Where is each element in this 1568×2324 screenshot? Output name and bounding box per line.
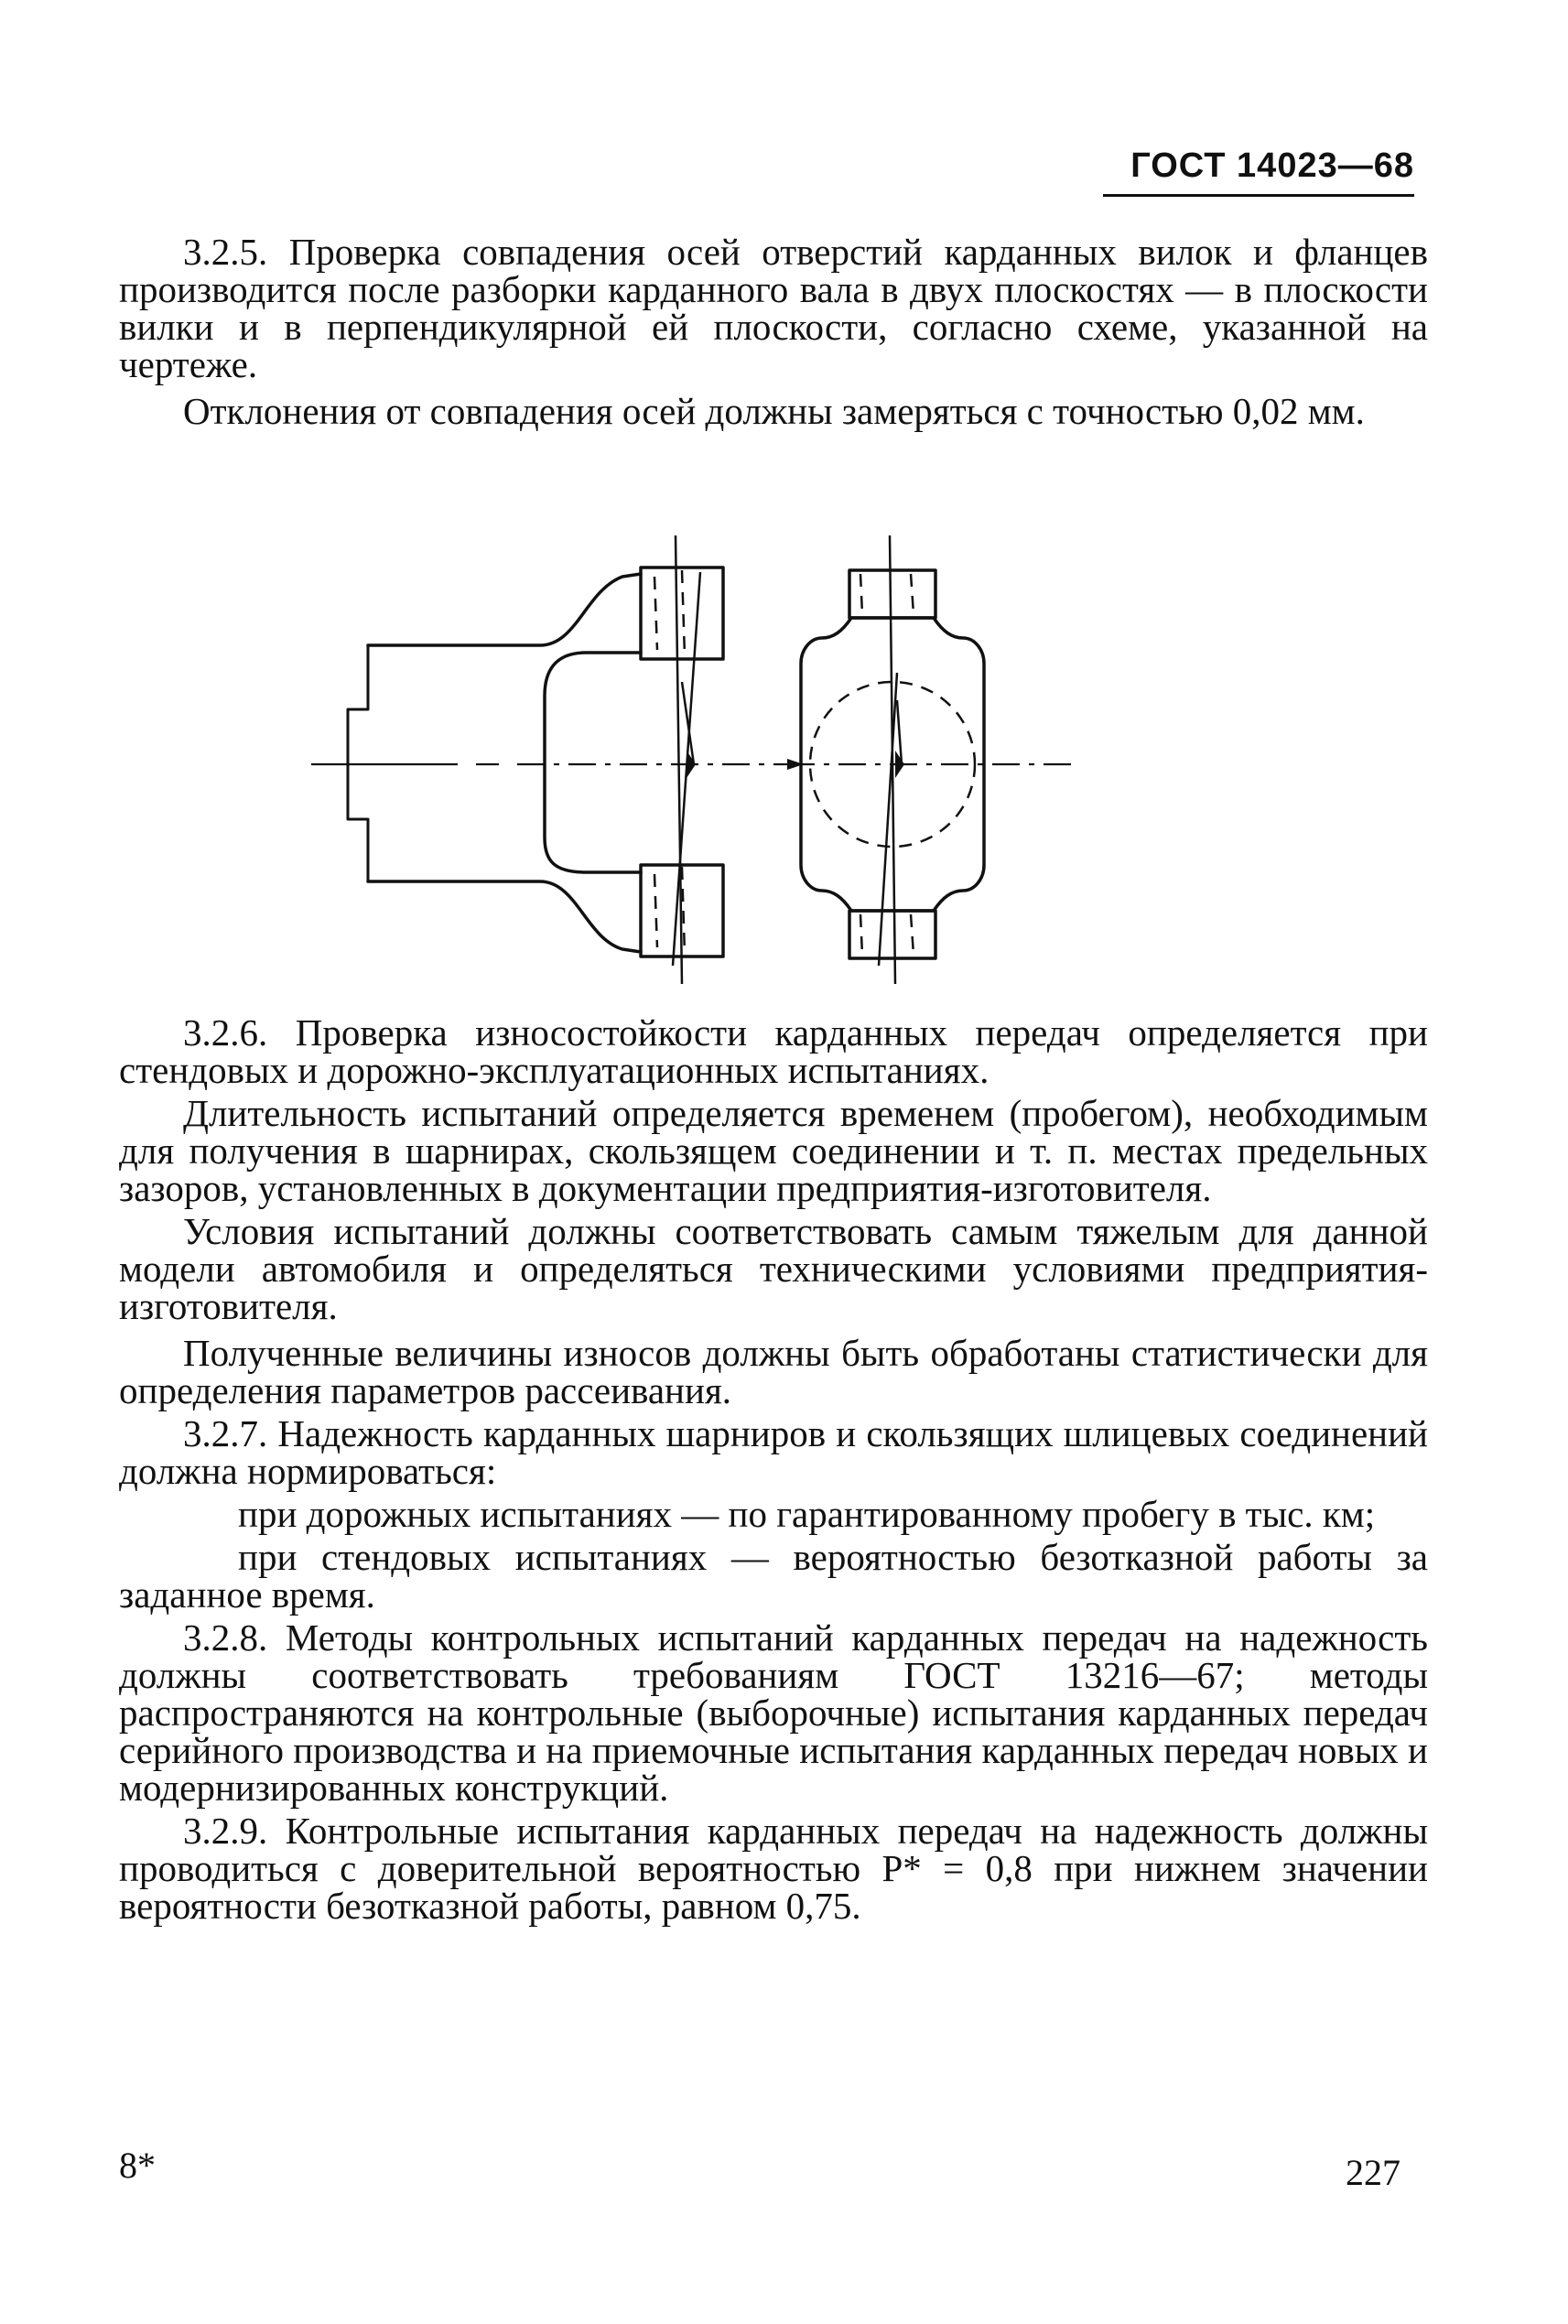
main-text	[119, 1011, 1428, 1927]
paragraph-3-2-9: 3.2.9. Контрольные испытания карданных передач на надежность должны проводиться с доверительной вероятностью P* = 0,8 при нижнем значении вероятности безотказной работы, равном 0,75.	[119, 1810, 1428, 1927]
paragraph-bench-tests: при стендовых испытаниях — вероятностью безотказной работы за заданное время.	[119, 1536, 1428, 1616]
paragraph-road-tests: при дорожных испытаниях — по гарантированному пробегу в тыс. км;	[238, 1493, 1376, 1535]
flange-top-lug	[849, 570, 935, 618]
signature-mark: 8*	[119, 2145, 156, 2186]
fork-side-view	[348, 567, 723, 957]
paragraph-test-conditions: Условия испытаний должны соответствовать самым тяжелым для данной модели автомобиля и определяться техническими условиями предприятия-изготовителя.	[119, 1210, 1428, 1327]
fork-alignment-marker	[687, 751, 696, 778]
alignment-check-drawing	[311, 535, 1227, 984]
paragraph-3-2-7: 3.2.7. Надежность карданных шарниров и скользящих шлицевых соединений должна нормироваться:	[119, 1412, 1428, 1492]
paragraph-3-2-8: 3.2.8. Методы контрольных испытаний карданных передач на надежность должны соответствовать требованиям ГОСТ 13216—67; методы распространяются на контрольные (выборочные) испытания карданных передач серийного производства и на приемочные испытания карданных передач новых и модернизированных конструкций.	[119, 1616, 1428, 1809]
page-number: 227	[1346, 2152, 1400, 2193]
paragraph-test-duration: Длительность испытаний определяется временем (пробегом), необходимым для получения в шарнирах, скользящем соединении и т. п. местах предельных зазоров, установленных в документации предприятия-изготовителя.	[119, 1092, 1428, 1209]
flange-bottom-lug	[849, 911, 935, 958]
standard-header: ГОСТ 14023—68	[1130, 146, 1414, 185]
paragraph-3-2-5: 3.2.5. Проверка совпадения осей отверстий карданных вилок и фланцев производится после разборки карданного вала в двух плоскостях — в плоскости вилки и в перпендикулярной ей плоскости, согласно схеме, указанной на чертеже.	[119, 231, 1428, 385]
section-3-2-5	[119, 233, 1428, 430]
paragraph-3-2-6: 3.2.6. Проверка износостойкости карданных передач определяется при стендовых и дорожно-эксплуатационных испытаниях.	[119, 1011, 1428, 1091]
paragraph-accuracy: Отклонения от совпадения осей должны замеряться с точностью 0,02 мм.	[183, 390, 1365, 432]
header-rule	[1103, 194, 1414, 197]
paragraph-wear-statistics: Полученные величины износов должны быть обработаны статистически для определения параметров рассеивания.	[119, 1332, 1428, 1411]
